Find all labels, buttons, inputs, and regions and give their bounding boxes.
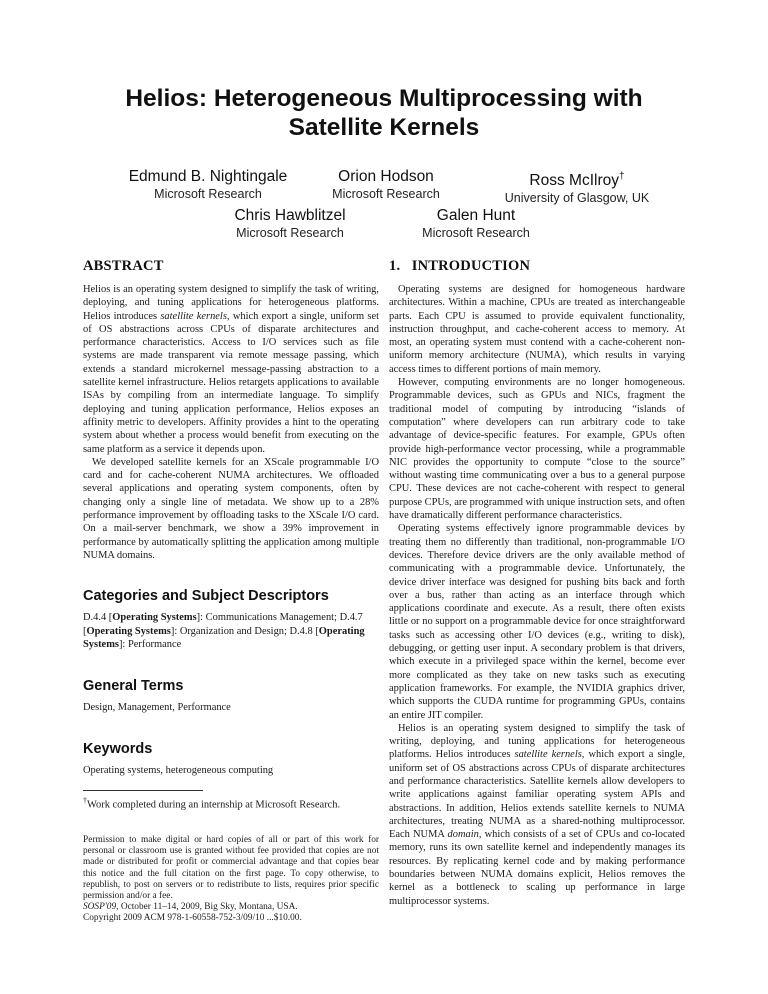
categories-bold: Operating Systems: [86, 625, 171, 637]
keywords-heading: Keywords: [83, 741, 153, 758]
intro-paragraph-2: However, computing environments are no longer homogeneous. Programmable devices, such as GPUs and NICs, fragment the traditional model of computing by introducing “islands of computation” where developers can run arbitrary code to take advantage of device-specific features. For example, GPUs often provide high-performance vector processing, while a programmable NIC provides the opportunity to compute “close to the source” without wasting time communicating over a bus to a general purpose CPU. These devices are not cache-coherent with respect to general purpose CPUs, are programmed with unique instruction sets, and often have dramatically different performance characteristics.: [389, 377, 685, 522]
introduction-heading: 1. INTRODUCTION: [389, 258, 531, 274]
author-nightingale: [118, 168, 298, 202]
author-hodson: [306, 168, 466, 202]
abstract-emphasis: satellite kernels: [160, 310, 227, 322]
intro-text: , which export a single, uniform set of OS abstractions across CPUs of disparate architectures and performance characteristics. Satellite kernels allow developers to write applications against familiar operating system APIs and abstractions. In addition, Helios extends satellite kernels to NUMA architectures, treating NUMA as a shared-nothing multiprocessor. Each NUMA: [389, 749, 685, 841]
permission-notice: [83, 835, 379, 925]
intro-paragraph-4: [389, 722, 685, 908]
author-name: Edmund B. Nightingale: [128, 168, 288, 185]
keywords-text: Operating systems, heterogeneous computing: [83, 765, 274, 777]
intro-text: , which consists of a set of CPUs and co-located memory, runs its own satellite kernel and independently manages its resources. By replicating kernel code and by making performance boundaries between NUMA domains explicit, Helios removes the kernel as a bottleneck to scaling up performance in large multiprocessor systems.: [389, 829, 685, 907]
author-hunt: [386, 207, 566, 241]
right-column: [389, 258, 685, 908]
author-hawblitzel: [200, 207, 380, 241]
categories-part: D.4.4 [: [83, 612, 113, 624]
abstract-paragraph-2: We developed satellite kernels for an XScale programmable I/O card and for cache-coherent NUMA architectures. We offloaded several applications and operating system components, often by changing only a single line of metadata. We show up to a 28% performance improvement by offloading tasks to the XScale I/O card. On a mail-server benchmark, we show a 39% improvement in performance by automatically splitting the application among multiple NUMA domains.: [83, 456, 379, 561]
author-affiliation: Microsoft Research: [332, 187, 440, 201]
general-terms-heading: General Terms: [83, 678, 184, 695]
author-name-wrap: [492, 168, 662, 190]
abstract-heading: ABSTRACT: [83, 258, 164, 274]
footnote-mark: †: [83, 795, 87, 805]
footnote-text: Work completed during an internship at Microsoft Research.: [87, 799, 341, 811]
abstract-paragraph-1: [83, 283, 379, 456]
categories-part: ]: Organization and Design; D.4.8 [: [170, 625, 319, 637]
footnote-rule: [83, 790, 203, 791]
copyright-line: Copyright 2009 ACM 978-1-60558-752-3/09/10 ...$10.00.: [83, 913, 302, 924]
categories-heading: Categories and Subject Descriptors: [83, 588, 329, 605]
author-name: Orion Hodson: [338, 168, 434, 185]
footnote: [83, 794, 379, 811]
author-mcilroy: [492, 168, 662, 206]
author-name: Galen Hunt: [436, 207, 516, 224]
intro-paragraph-1: Operating systems are designed for homogeneous hardware architectures. Within a machine, CPUs are treated as interchangeable parts. Each CPU is assumed to provide equivalent functionality, instruction throughput, and cache-coherent access to memory. At most, an operating system must contend with a cache-coherent non-uniform memory architecture (NUMA), which results in varying access times to different portions of main memory.: [389, 284, 685, 375]
categories-part: ]: Communications Management; D.4.7 [: [83, 612, 363, 637]
author-name: Chris Hawblitzel: [234, 207, 346, 224]
abstract-text: , which export a single, uniform set of OS abstractions across CPUs of disparate architectures and performance characteristics. Access to I/O services such as file systems are made transparent via remote message passing, which extends a standard microkernel message-passing abstraction to a satellite kernel infrastructure. Helios retargets applications to available ISAs by compiling from an intermediate language. To simplify deploying and tuning application performance, Helios exposes an affinity metric to developers. Affinity provides a hint to the operating system about whether a process would benefit from executing on the same platform as a service it depends upon.: [83, 310, 379, 455]
intro-emphasis: domain: [447, 829, 479, 841]
author-name: Ross McIlroy: [529, 172, 619, 190]
title-line-1: Helios: Heterogeneous Multiprocessing with: [125, 85, 643, 112]
venue-name: SOSP'09,: [83, 902, 119, 913]
categories-part: ]: Performance: [118, 638, 182, 650]
categories-bold: Operating Systems: [83, 625, 365, 650]
categories-bold: Operating Systems: [112, 612, 197, 624]
intro-paragraph-3: Operating systems effectively ignore programmable devices by treating them no differently than traditional, non-programmable I/O devices. Therefore device drivers are the only available method of communicating with a programmable device. Unfortunately, the device driver interface was designed for pushing bits back and forth over a bus, rather than acting as an interface through which applications coordinate and execute. As a result, there often exists little or no support on a programmable device for once straightforward tasks such as accessing other I/O devices (e.g., writing to disk), debugging, or getting user input. A secondary problem is that drivers, which execute in a privileged space within the kernel, become ever more complicated as they take on new tasks such as executing application frameworks. For example, the NVIDIA graphics driver, which supports the CUDA runtime for programming GPUs, contains an entire JIT compiler.: [389, 523, 685, 721]
author-affiliation: Microsoft Research: [422, 226, 530, 240]
title-line-2: Satellite Kernels: [288, 114, 480, 141]
author-affiliation: Microsoft Research: [236, 226, 344, 240]
paper-title: [84, 84, 684, 142]
author-affiliation: University of Glasgow, UK: [504, 191, 650, 206]
categories-text: [83, 611, 379, 651]
abstract-text: Helios is an operating system designed to simplify the task of writing, deploying, and tuning applications for heterogeneous platforms. Helios introduces: [83, 284, 379, 322]
author-footnote-mark: †: [619, 171, 625, 182]
venue-line: [83, 902, 379, 913]
venue-details: October 11–14, 2009, Big Sky, Montana, USA.: [118, 902, 298, 913]
left-column: [83, 258, 379, 811]
intro-emphasis: satellite kernels: [514, 749, 582, 761]
author-affiliation: Microsoft Research: [154, 187, 262, 201]
general-terms-text: Design, Management, Performance: [83, 702, 231, 714]
intro-text: Helios is an operating system designed to simplify the task of writing, deploying, and tuning applications for heterogeneous platforms. Helios introduces: [389, 722, 685, 761]
permission-text: Permission to make digital or hard copies of all or part of this work for personal or classroom use is granted without fee provided that copies are not made or distributed for profit or commercial advantage and that copies bear this notice and the full citation on the first page. To copy otherwise, to republish, to post on servers or to redistribute to lists, requires prior specific permission and/or a fee.: [83, 835, 379, 902]
